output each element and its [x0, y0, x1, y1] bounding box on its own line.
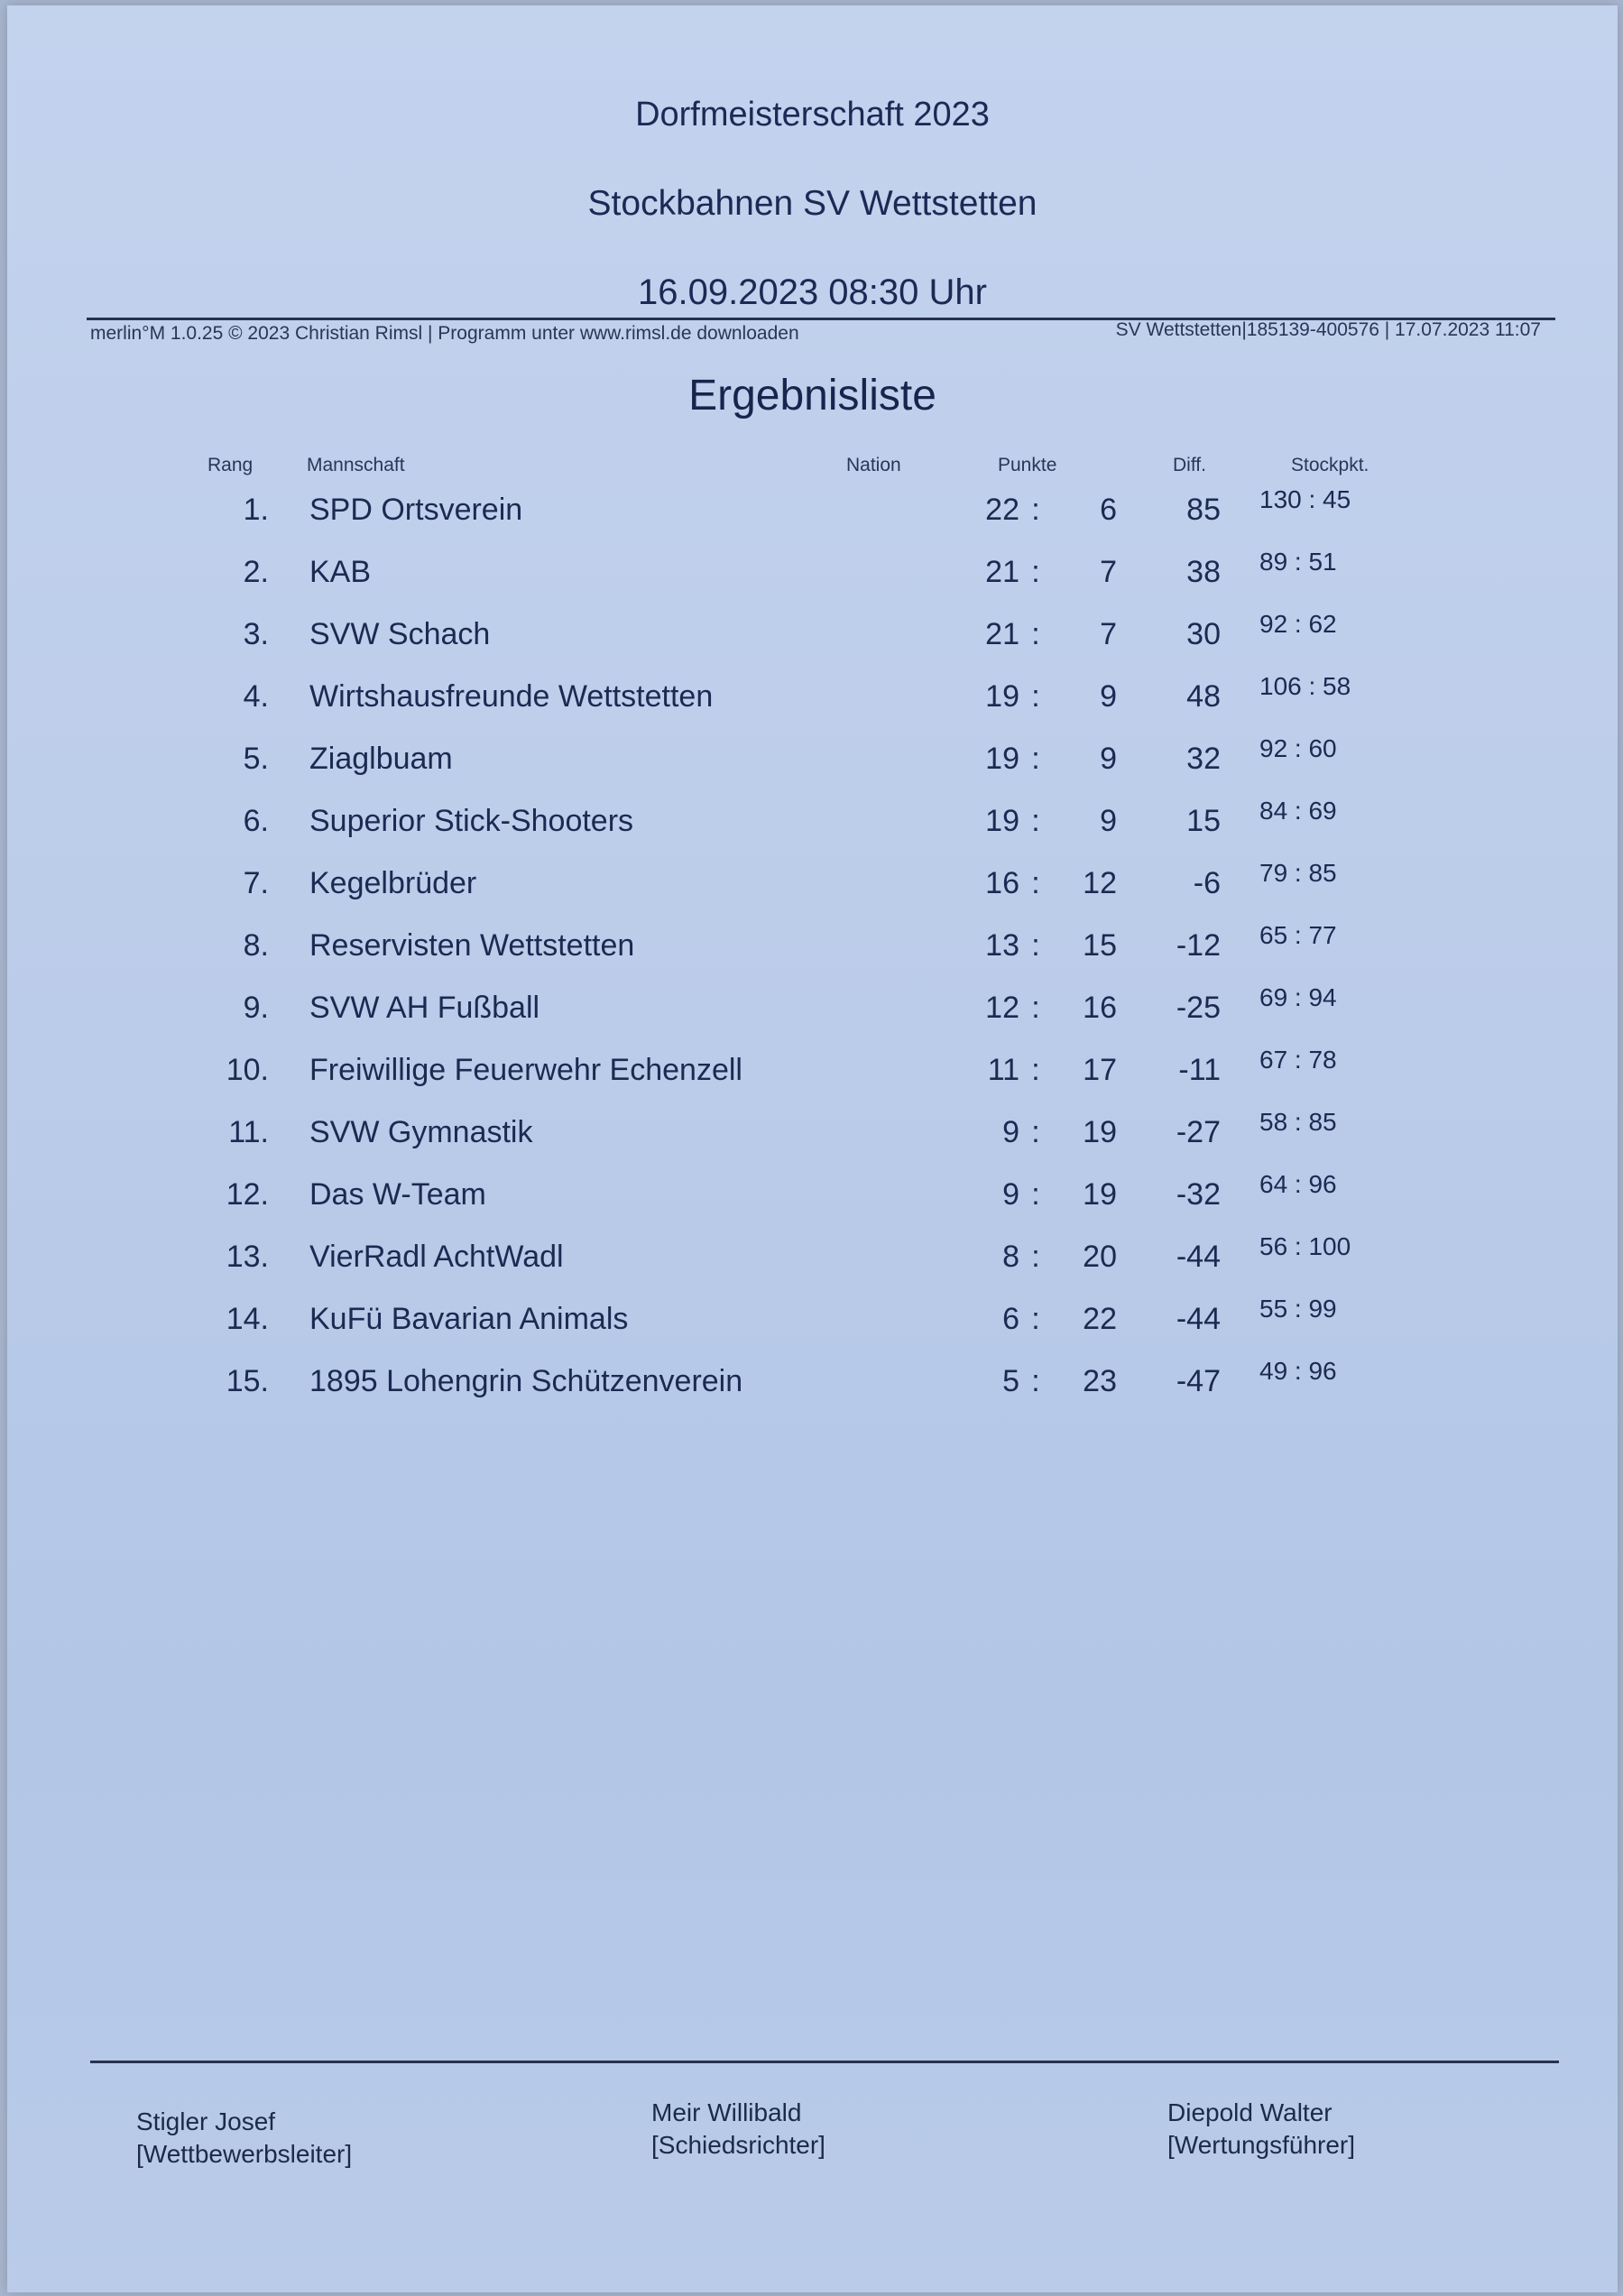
- signature-name: Meir Willibald: [651, 2098, 802, 2126]
- diff-cell: -47: [1176, 1364, 1221, 1398]
- rank-cell: 10.: [226, 1053, 269, 1087]
- stockpoints-cell: 92 : 60: [1259, 734, 1337, 762]
- team-cell: SPD Ortsverein: [309, 493, 523, 527]
- diff-cell: -27: [1176, 1115, 1221, 1149]
- table-row: [7, 1295, 1618, 1356]
- stockpoints-cell: 55 : 99: [1259, 1295, 1337, 1323]
- points-won-cell: 19: [985, 742, 1019, 776]
- stockpoints-cell: 64 : 96: [1259, 1170, 1337, 1198]
- points-lost-cell: 9: [1100, 804, 1117, 838]
- points-separator: :: [1031, 555, 1040, 589]
- team-cell: Das W-Team: [309, 1177, 486, 1212]
- stockpoints-cell: 84 : 69: [1259, 797, 1337, 825]
- table-row: [7, 485, 1618, 547]
- diff-cell: 48: [1186, 679, 1221, 714]
- rank-cell: 8.: [243, 928, 269, 963]
- table-row: [7, 548, 1618, 609]
- points-won-cell: 16: [985, 866, 1019, 900]
- table-row: [7, 1232, 1618, 1294]
- table-row: [7, 734, 1618, 796]
- rank-cell: 5.: [243, 742, 269, 776]
- points-separator: :: [1031, 804, 1040, 838]
- points-lost-cell: 6: [1100, 493, 1117, 527]
- result-sheet: [7, 5, 1618, 2292]
- points-lost-cell: 7: [1100, 617, 1117, 651]
- column-header-rank: Rang: [207, 455, 254, 475]
- rank-cell: 2.: [243, 555, 269, 589]
- points-separator: :: [1031, 493, 1040, 527]
- team-cell: SVW AH Fußball: [309, 991, 540, 1025]
- table-row: [7, 921, 1618, 982]
- points-lost-cell: 15: [1083, 928, 1117, 963]
- points-lost-cell: 19: [1083, 1115, 1117, 1149]
- points-won-cell: 9: [1002, 1177, 1019, 1212]
- page-title: Ergebnisliste: [688, 372, 936, 420]
- points-lost-cell: 16: [1083, 991, 1117, 1025]
- team-cell: KuFü Bavarian Animals: [309, 1302, 629, 1336]
- table-row: [7, 859, 1618, 920]
- stockpoints-cell: 69 : 94: [1259, 983, 1337, 1011]
- stockpoints-cell: 67 : 78: [1259, 1046, 1337, 1074]
- team-cell: Wirtshausfreunde Wettstetten: [309, 679, 714, 714]
- table-row: [7, 983, 1618, 1045]
- points-lost-cell: 23: [1083, 1364, 1117, 1398]
- points-won-cell: 9: [1002, 1115, 1019, 1149]
- rank-cell: 7.: [243, 866, 269, 900]
- team-cell: KAB: [309, 555, 372, 589]
- signature-role: [Schiedsrichter]: [651, 2131, 825, 2159]
- points-won-cell: 5: [1002, 1364, 1019, 1398]
- footer-divider: [90, 2061, 1559, 2063]
- rank-cell: 9.: [243, 991, 269, 1025]
- rank-cell: 13.: [226, 1240, 269, 1274]
- team-cell: SVW Schach: [309, 617, 491, 651]
- points-separator: :: [1031, 1177, 1040, 1212]
- stockpoints-cell: 89 : 51: [1259, 548, 1337, 576]
- points-won-cell: 19: [985, 804, 1019, 838]
- column-header-stockpoints: Stockpkt.: [1291, 455, 1369, 475]
- venue-title: Stockbahnen SV Wettstetten: [587, 184, 1037, 223]
- points-separator: :: [1031, 1115, 1040, 1149]
- points-lost-cell: 12: [1083, 866, 1117, 900]
- points-lost-cell: 22: [1083, 1302, 1117, 1336]
- points-separator: :: [1031, 928, 1040, 963]
- diff-cell: -12: [1176, 928, 1221, 963]
- diff-cell: 15: [1186, 804, 1221, 838]
- column-header-nation: Nation: [846, 455, 901, 475]
- signature-role: [Wertungsführer]: [1167, 2131, 1356, 2159]
- club-id-line: SV Wettstetten|185139-400576 | 17.07.2023 11:07: [1115, 319, 1541, 340]
- team-cell: Freiwillige Feuerwehr Echenzell: [309, 1053, 742, 1087]
- points-won-cell: 13: [985, 928, 1019, 963]
- team-cell: VierRadl AchtWadl: [309, 1240, 564, 1274]
- diff-cell: 85: [1186, 493, 1221, 527]
- signature-referee: [651, 2097, 825, 2162]
- table-row: [7, 672, 1618, 733]
- rank-cell: 3.: [243, 617, 269, 651]
- rank-cell: 15.: [226, 1364, 269, 1398]
- points-separator: :: [1031, 679, 1040, 714]
- column-header-diff: Diff.: [1173, 455, 1206, 475]
- team-cell: SVW Gymnastik: [309, 1115, 533, 1149]
- signature-competition-leader: [136, 2106, 352, 2171]
- column-header-team: Mannschaft: [307, 455, 405, 475]
- points-won-cell: 22: [985, 493, 1019, 527]
- diff-cell: -25: [1176, 991, 1221, 1025]
- table-row: [7, 1357, 1618, 1418]
- rank-cell: 11.: [228, 1115, 269, 1149]
- team-cell: Reservisten Wettstetten: [309, 928, 635, 963]
- points-lost-cell: 9: [1100, 679, 1117, 714]
- points-lost-cell: 20: [1083, 1240, 1117, 1274]
- team-cell: 1895 Lohengrin Schützenverein: [309, 1364, 743, 1398]
- points-lost-cell: 9: [1100, 742, 1117, 776]
- points-separator: :: [1031, 1240, 1040, 1274]
- stockpoints-cell: 92 : 62: [1259, 610, 1337, 638]
- points-lost-cell: 19: [1083, 1177, 1117, 1212]
- table-row: [7, 610, 1618, 671]
- points-separator: :: [1031, 991, 1040, 1025]
- table-row: [7, 1108, 1618, 1169]
- points-separator: :: [1031, 742, 1040, 776]
- diff-cell: 32: [1186, 742, 1221, 776]
- points-lost-cell: 7: [1100, 555, 1117, 589]
- team-cell: Ziaglbuam: [309, 742, 453, 776]
- column-header-points: Punkte: [998, 455, 1057, 475]
- team-cell: Superior Stick-Shooters: [309, 804, 634, 838]
- event-datetime: 16.09.2023 08:30 Uhr: [638, 272, 987, 312]
- diff-cell: -32: [1176, 1177, 1221, 1212]
- diff-cell: -44: [1176, 1302, 1221, 1336]
- table-row: [7, 797, 1618, 858]
- points-won-cell: 12: [985, 991, 1019, 1025]
- diff-cell: -6: [1193, 866, 1221, 900]
- points-lost-cell: 17: [1083, 1053, 1117, 1087]
- software-credit: merlin°M 1.0.25 © 2023 Christian Rimsl | Programm unter www.rimsl.de downloaden: [90, 323, 799, 344]
- stockpoints-cell: 130 : 45: [1259, 485, 1351, 513]
- points-separator: :: [1031, 1302, 1040, 1336]
- points-won-cell: 11: [987, 1053, 1019, 1087]
- points-won-cell: 19: [985, 679, 1019, 714]
- diff-cell: -44: [1176, 1240, 1221, 1274]
- points-separator: :: [1031, 617, 1040, 651]
- stockpoints-cell: 56 : 100: [1259, 1232, 1351, 1260]
- points-won-cell: 6: [1002, 1302, 1019, 1336]
- stockpoints-cell: 65 : 77: [1259, 921, 1337, 949]
- rank-cell: 14.: [226, 1302, 269, 1336]
- points-separator: :: [1031, 866, 1040, 900]
- diff-cell: 30: [1186, 617, 1221, 651]
- signature-name: Diepold Walter: [1167, 2098, 1333, 2126]
- points-won-cell: 21: [985, 617, 1019, 651]
- table-row: [7, 1170, 1618, 1231]
- event-title: Dorfmeisterschaft 2023: [635, 96, 990, 134]
- stockpoints-cell: 79 : 85: [1259, 859, 1337, 887]
- signature-scorekeeper: [1167, 2097, 1355, 2162]
- points-won-cell: 8: [1002, 1240, 1019, 1274]
- stockpoints-cell: 58 : 85: [1259, 1108, 1337, 1136]
- diff-cell: 38: [1186, 555, 1221, 589]
- stockpoints-cell: 49 : 96: [1259, 1357, 1337, 1385]
- points-separator: :: [1031, 1364, 1040, 1398]
- diff-cell: -11: [1178, 1053, 1221, 1087]
- team-cell: Kegelbrüder: [309, 866, 477, 900]
- rank-cell: 6.: [243, 804, 269, 838]
- points-won-cell: 21: [985, 555, 1019, 589]
- table-row: [7, 1046, 1618, 1107]
- rank-cell: 1.: [243, 493, 269, 527]
- rank-cell: 4.: [243, 679, 269, 714]
- signature-name: Stigler Josef: [136, 2107, 276, 2135]
- stockpoints-cell: 106 : 58: [1259, 672, 1351, 700]
- points-separator: :: [1031, 1053, 1040, 1087]
- rank-cell: 12.: [226, 1177, 269, 1212]
- signature-role: [Wettbewerbsleiter]: [136, 2140, 353, 2168]
